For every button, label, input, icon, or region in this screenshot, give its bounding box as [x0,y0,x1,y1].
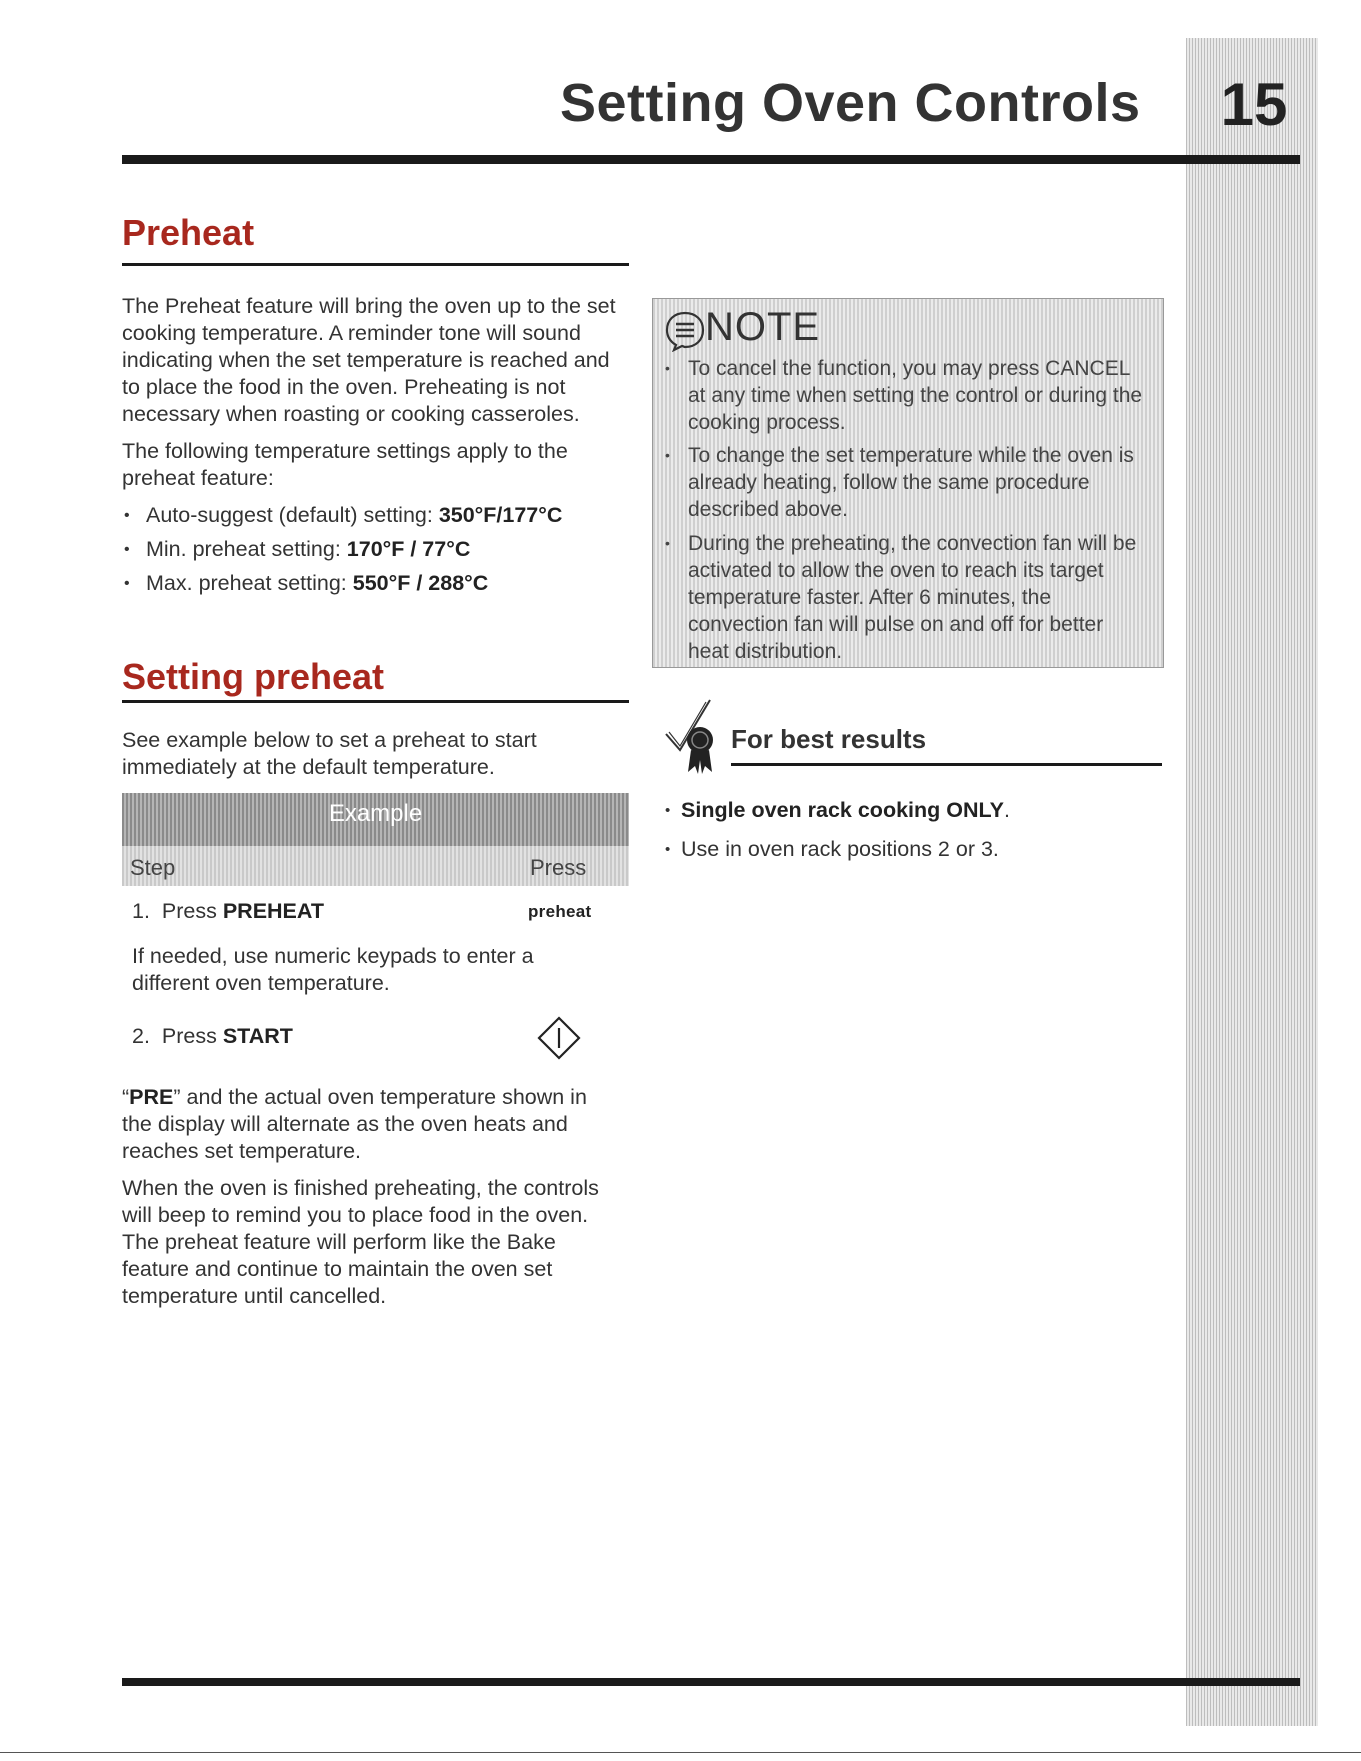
list-item: • Single oven rack cooking ONLY. [665,798,1010,822]
list-item: • Max. preheat setting: 550°F / 288°C [122,570,622,597]
list-item: • Min. preheat setting: 170°F / 77°C [122,536,622,563]
example-title: Example [328,800,423,827]
page-number: 15 [1220,71,1288,138]
page-title: Setting Oven Controls [560,73,1141,133]
note-icon [664,310,706,352]
step-1-note: If needed, use numeric keypads to enter a different oven temperature. [132,944,534,995]
bullet-icon: • [665,360,670,376]
page-edge-line [0,1752,1361,1753]
section-rule [122,700,629,703]
list-item: • Use in oven rack positions 2 or 3. [665,837,999,861]
section-heading-setting-preheat: Setting preheat [122,656,385,697]
setting-preheat-intro: See example below to set a preheat to start immediately at the default temperature. [122,728,537,779]
step-1: 1. Press PREHEAT [132,899,324,923]
step-2: 2. Press START [132,1024,293,1048]
start-key-icon [537,1016,581,1060]
note-item-1: To cancel the function, you may press CANCEL at any time when setting the control or during the cooking process. [688,357,1143,434]
section-rule [122,263,629,266]
best-results-rule [731,763,1162,766]
best-results-title: For best results [731,724,927,754]
preheat-key-label: preheat [528,902,592,921]
note-item-2: To change the set temperature while the oven is already heating, follow the same procedure described above. [688,444,1134,521]
settings-list [122,502,622,597]
note-title: NOTE [705,305,821,349]
note-item-3: During the preheating, the convection fan will be activated to allow the oven to reach its target temperature faster. After 6 minutes, the convection fan will pulse on and off for better heat distribution. [688,532,1137,663]
best-results-list [665,797,1145,863]
bullet-icon: • [665,447,670,463]
footer-rule [122,1678,1300,1686]
settings-intro: The following temperature settings apply to the preheat feature: [122,439,568,490]
list-item: • Auto-suggest (default) setting: 350°F/177°C [122,502,622,529]
column-header-step: Step [130,855,176,880]
header-rule [122,155,1300,164]
preheat-intro: The Preheat feature will bring the oven up to the set cooking temperature. A reminder tone will sound indicating when the set temperature is reached and to place the food in the oven. Preheating is not necessary when roasting or cooking casseroles. [122,294,616,426]
section-heading-preheat: Preheat [122,212,255,253]
side-tab-strip [1186,38,1318,1726]
award-ribbon-icon [660,696,730,782]
preheat-body [122,293,622,604]
bullet-icon: • [665,535,670,551]
after-start-text: “PRE” and the actual oven temperature shown in the display will alternate as the oven heats and reaches set temperature. When the oven is finished preheating, the controls will beep to remind you to place food in the oven. The preheat feature will perform like the Bake feature and continue to maintain the oven set temperature until cancelled. [122,1084,622,1320]
column-header-press: Press [530,855,587,880]
finish-text: When the oven is finished preheating, the controls will beep to remind you to place food in the oven. The preheat feature will perform like the Bake feature and continue to maintain the oven set temperature until cancelled. [122,1176,599,1308]
